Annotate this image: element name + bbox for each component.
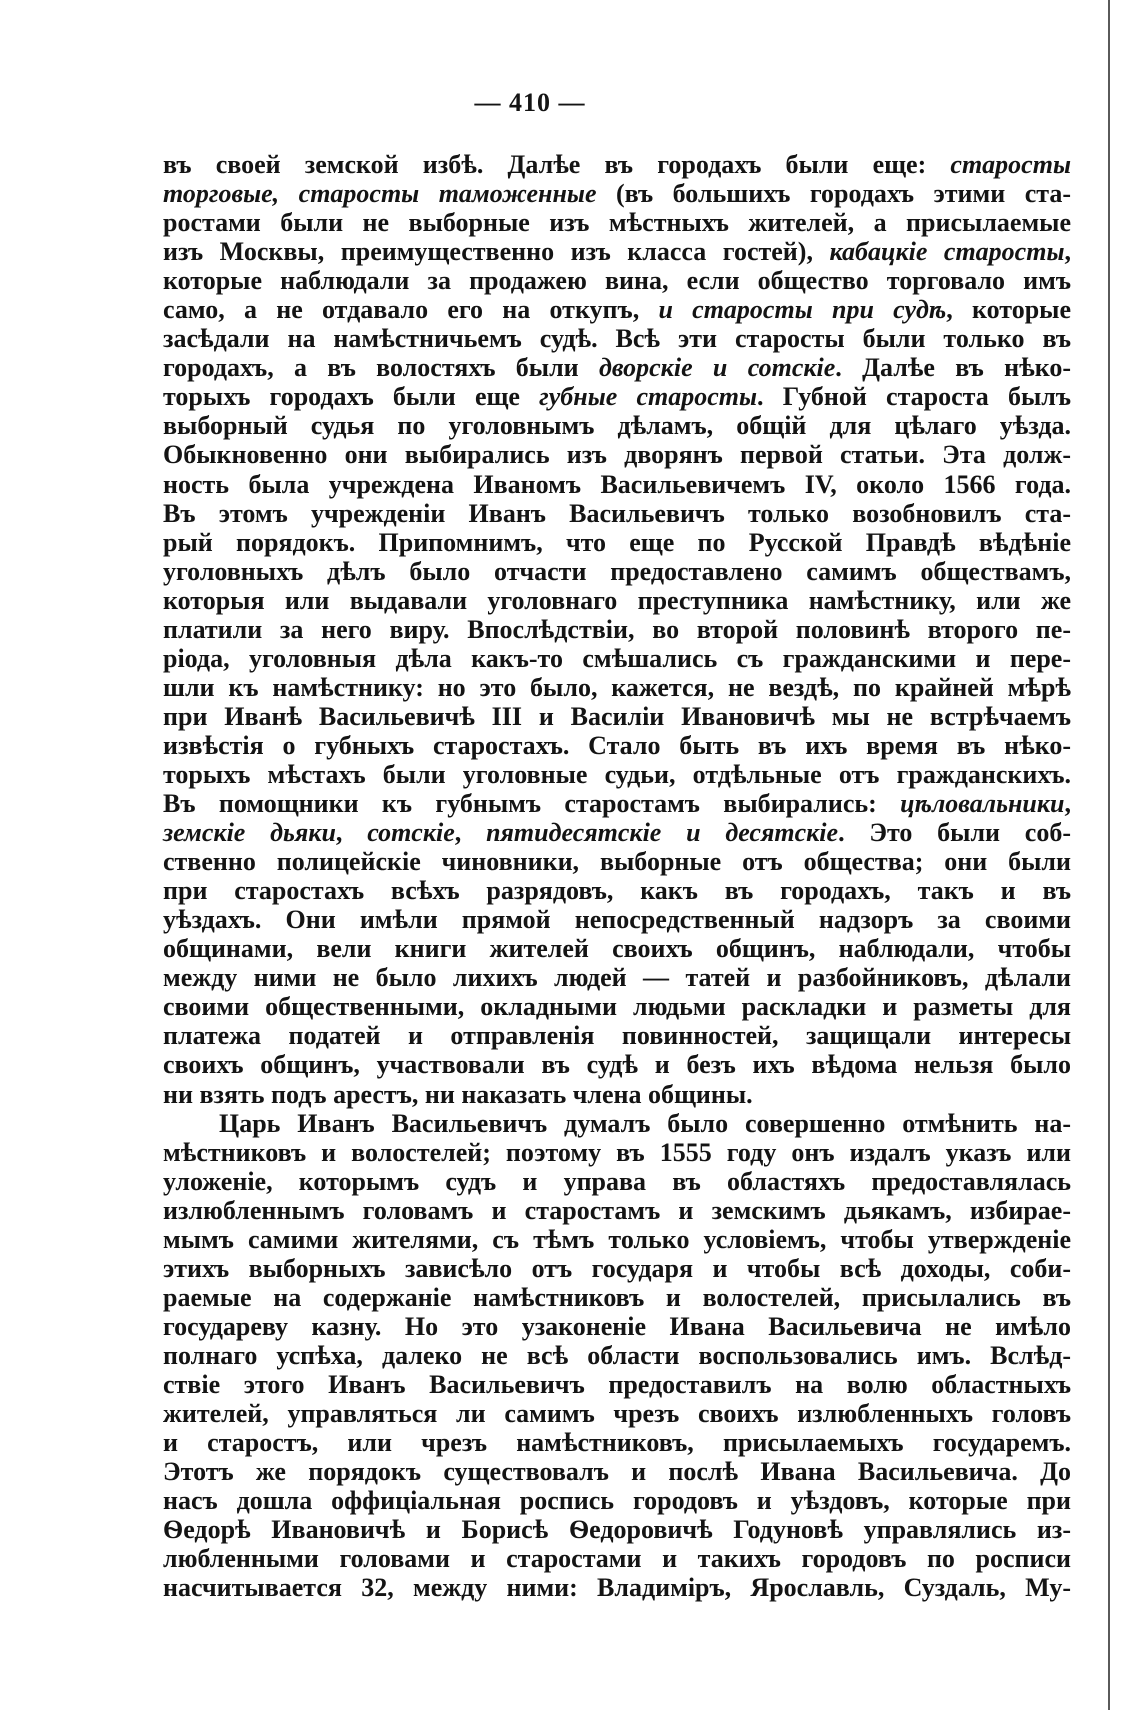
text-line (163, 179, 1071, 208)
text-line (163, 528, 1071, 557)
text-run: торыхъ мѣстахъ были уголовные судьи, отдѣльные отъ гражданскихъ. (163, 759, 1071, 789)
text-line (163, 1515, 1071, 1544)
text-line (163, 905, 1071, 934)
text-line (163, 1486, 1071, 1515)
text-run: полнаго успѣха, далеко не всѣ области воспользовались имъ. Вслѣд- (163, 1340, 1071, 1370)
text-line (163, 470, 1071, 499)
italic-term: сотскіе (367, 818, 455, 848)
text-line (163, 1312, 1071, 1341)
text-line (163, 731, 1071, 760)
text-line (163, 1399, 1071, 1428)
text-run: излюбленнымъ головамъ и старостамъ и земскимъ дьякамъ, избирае- (163, 1195, 1071, 1225)
text-run: мымъ самими жителями, съ тѣмъ только условіемъ, чтобы утвержденіе (163, 1224, 1071, 1254)
text-run: извѣстія о губныхъ старостахъ. Стало быть въ ихъ время въ нѣко- (163, 730, 1071, 760)
text-run: которыя или выдавали уголовнаго преступника намѣстнику, или же (163, 585, 1071, 615)
text-run: уголовныхъ дѣлъ было отчасти предоставлено самимъ обществамъ, (163, 556, 1071, 586)
text-line (163, 615, 1071, 644)
text-run: платежа податей и отправленія повинностей, защищали интересы (163, 1021, 1071, 1051)
italic-term: и старосты при судѣ (658, 295, 947, 325)
italic-term: старосты (950, 150, 1071, 179)
text-line (163, 1225, 1071, 1254)
text-run: Въ помощники къ губнымъ старостамъ выбирались: (163, 789, 901, 819)
text-line (163, 150, 1071, 179)
text-line (163, 1021, 1071, 1050)
text-run: между ними не было лихихъ людей — татей и разбойниковъ, дѣлали (163, 963, 1071, 993)
text-run: , которые (946, 295, 1071, 325)
text-line (163, 208, 1071, 237)
text-run: своими общественными, окладными людьми раскладки и разметы для (163, 992, 1071, 1022)
text-line (163, 324, 1071, 353)
text-line (163, 789, 1071, 818)
text-run: этихъ выборныхъ зависѣло отъ государя и чтобы всѣ доходы, соби- (163, 1253, 1071, 1283)
text-run: ни взять подъ арестъ, ни наказать члена общины. (163, 1079, 753, 1109)
italic-term: кабацкіе старосты (829, 237, 1065, 267)
text-line (163, 876, 1071, 905)
text-run: при Иванѣ Васильевичѣ III и Василіи Ивановичѣ мы не встрѣчаемъ (163, 701, 1071, 731)
text-run: Этотъ же порядокъ существовалъ и послѣ Ивана Васильевича. До (163, 1457, 1071, 1487)
text-line (163, 1341, 1071, 1370)
text-run: насъ дошла оффиціальная роспись городовъ и уѣздовъ, которые при (163, 1486, 1071, 1516)
text-run: , (454, 818, 487, 848)
paragraph-first-line (163, 1109, 1071, 1138)
text-run: ность была учреждена Иваномъ Васильевичемъ IV, около 1566 года. (163, 469, 1071, 499)
italic-term: земскіе дьяки (163, 818, 336, 848)
text-run: само, а не отдавало его на откупъ, (163, 295, 659, 325)
text-line (163, 586, 1071, 615)
text-run: при старостахъ всѣхъ разрядовъ, какъ въ городахъ, такъ и въ (163, 876, 1071, 906)
text-line (163, 1254, 1071, 1283)
italic-term: дворскіе и сотскіе (598, 353, 836, 383)
text-line (163, 818, 1071, 847)
text-run: раемые на содержаніе намѣстниковъ и волостелей, присылались въ (163, 1282, 1071, 1312)
text-run: , (335, 818, 368, 848)
text-run: Ѳедорѣ Ивановичѣ и Борисѣ Ѳедоровичѣ Годуновѣ управлялись из- (163, 1515, 1071, 1545)
text-line (163, 847, 1071, 876)
text-line (163, 992, 1071, 1021)
text-run: которые наблюдали за продажею вина, если общество торговало имъ (163, 266, 1071, 296)
text-run: ственно полицейскіе чиновники, выборные отъ общества; они были (163, 847, 1071, 877)
text-line (163, 237, 1071, 266)
text-line (163, 1167, 1071, 1196)
text-line (163, 963, 1071, 992)
text-line (163, 1370, 1071, 1399)
text-line (163, 934, 1071, 963)
text-run: и старостъ, или чрезъ намѣстниковъ, присылаемыхъ государемъ. (163, 1428, 1071, 1458)
body-text (163, 150, 1071, 1602)
text-run: уѣздахъ. Они имѣли прямой непосредственный надзоръ за своими (163, 905, 1071, 935)
text-line (163, 1428, 1071, 1457)
text-run: , (1064, 237, 1071, 267)
italic-term: губные старосты (539, 382, 758, 412)
text-run: любленными головами и старостами и такихъ городовъ по росписи (163, 1544, 1071, 1574)
text-run: выборный судья по уголовнымъ дѣламъ, общій для цѣлаго уѣзда. (163, 411, 1071, 441)
text-run: городахъ, а въ волостяхъ были (163, 353, 599, 383)
text-run: . Это были соб- (838, 818, 1071, 848)
text-line (163, 440, 1071, 469)
text-run: платили за него виру. Впослѣдствіи, во второй половинѣ второго пе- (163, 614, 1071, 644)
text-line (163, 644, 1071, 673)
text-run: шли къ намѣстнику: но это было, кажется, не вездѣ, по крайней мѣрѣ (163, 672, 1071, 702)
text-line (163, 1196, 1071, 1225)
italic-term: пятидесятскіе и десятскіе (486, 818, 839, 848)
text-run: ствіе этого Иванъ Васильевичъ предоставилъ на волю областныхъ (163, 1369, 1071, 1399)
text-line (163, 1544, 1071, 1573)
text-run: торыхъ городахъ были еще (163, 382, 540, 412)
text-line (163, 295, 1071, 324)
text-line (163, 353, 1071, 382)
text-run: мѣстниковъ и волостелей; поэтому въ 1555 году онъ издалъ указъ или (163, 1137, 1071, 1167)
text-line (163, 557, 1071, 586)
text-run: . Далѣе въ нѣко- (835, 353, 1071, 383)
text-line (163, 1138, 1071, 1167)
text-run: рый порядокъ. Припомнимъ, что еще по Русской Правдѣ вѣдѣніе (163, 527, 1071, 557)
text-run: насчитывается 32, между ними: Владиміръ, Ярославль, Суздаль, Му- (163, 1573, 1071, 1603)
text-run: въ своей земской избѣ. Далѣе въ городахъ были еще: (163, 150, 951, 179)
text-line (163, 702, 1071, 731)
page-number: — 410 — (474, 88, 586, 117)
text-run: государеву казну. Но это узаконеніе Ивана Васильевича не имѣло (163, 1311, 1071, 1341)
text-run: уложеніе, которымъ судъ и управа въ областяхъ предоставлялась (163, 1166, 1071, 1196)
text-run: Въ этомъ учрежденіи Иванъ Васильевичъ только возобновилъ ста- (163, 498, 1071, 528)
text-run: общинами, вели книги жителей своихъ общинъ, наблюдали, чтобы (163, 934, 1071, 964)
text-run: , (1064, 789, 1071, 819)
text-line (163, 1573, 1071, 1602)
text-run: жителей, управляться ли самимъ чрезъ своихъ излюбленныхъ головъ (163, 1399, 1071, 1429)
text-run: (въ большихъ городахъ этими ста- (596, 179, 1071, 209)
italic-term: торговые, старосты таможенные (163, 179, 597, 209)
text-line (163, 499, 1071, 528)
text-run: . Губной староста былъ (757, 382, 1071, 412)
text-line (163, 1080, 1071, 1109)
text-line (163, 382, 1071, 411)
italic-term: цѣловальники (900, 789, 1065, 819)
text-run: Обыкновенно они выбирались изъ дворянъ первой статьи. Эта долж- (163, 440, 1071, 470)
page-edge-divider (1108, 0, 1110, 1710)
text-run: ростами были не выборные изъ мѣстныхъ жителей, а присылаемые (163, 208, 1071, 238)
text-run: своихъ общинъ, участвовали въ судѣ и безъ ихъ вѣдома нельзя было (163, 1050, 1071, 1080)
text-line (163, 1283, 1071, 1312)
text-run: ріода, уголовныя дѣла какъ-то смѣшались съ гражданскими и пере- (163, 643, 1071, 673)
text-run: изъ Москвы, преимущественно изъ класса гостей), (163, 237, 830, 267)
text-line (163, 411, 1071, 440)
text-line (163, 266, 1071, 295)
text-line (163, 673, 1071, 702)
text-line (163, 1050, 1071, 1079)
text-line (163, 1457, 1071, 1486)
text-run: Царь Иванъ Васильевичъ думалъ было совершенно отмѣнить на- (219, 1108, 1071, 1138)
text-line (163, 760, 1071, 789)
text-run: засѣдали на намѣстничьемъ судѣ. Всѣ эти старосты были только въ (163, 324, 1071, 354)
